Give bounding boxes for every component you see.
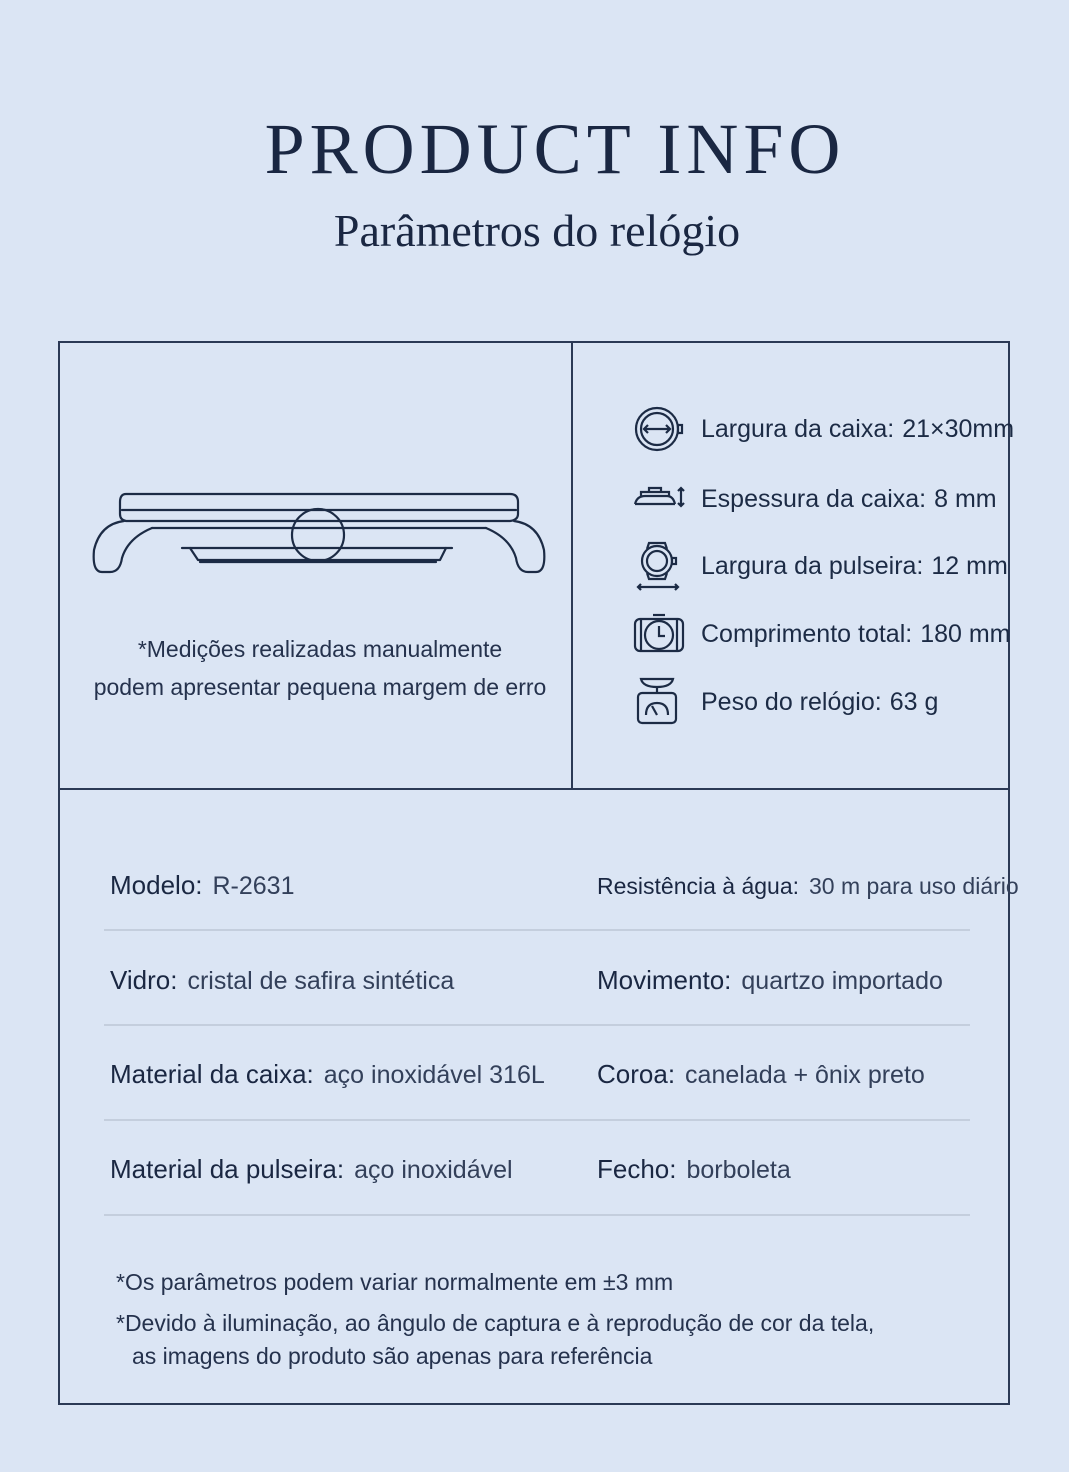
detail-label: Resistência à água:: [597, 873, 800, 899]
detail-value: aço inoxidável: [354, 1156, 513, 1184]
detail-glass: [110, 965, 454, 996]
row-divider: [104, 1024, 970, 1026]
spec-value: 63 g: [889, 687, 939, 716]
detail-value: canelada + ônix preto: [685, 1061, 925, 1089]
case-width-icon: [633, 404, 685, 454]
spec-value: 12 mm: [931, 551, 1008, 580]
detail-label: Coroa:: [597, 1059, 676, 1089]
page-title: PRODUCT INFO: [264, 109, 846, 189]
detail-label: Modelo:: [110, 870, 203, 900]
spec-label: Peso do relógio:: [701, 687, 882, 716]
spec-value: 8 mm: [934, 484, 997, 513]
spec-label: Largura da pulseira:: [701, 551, 924, 580]
detail-value: cristal de safira sintética: [187, 967, 455, 995]
footnote-tolerance: *Os parâmetros podem variar normalmente em ±3 mm: [116, 1269, 674, 1295]
strap-width-icon: [633, 541, 685, 591]
row-divider: [104, 929, 970, 931]
spec-total-length: [633, 609, 1011, 659]
watch-side-view-icon: [90, 488, 552, 578]
spec-case-thickness: [633, 474, 997, 524]
spec-label: Largura da caixa:: [701, 414, 895, 443]
spec-weight: [633, 677, 938, 727]
detail-value: borboleta: [686, 1156, 791, 1184]
spec-strap-width: [633, 541, 1008, 591]
row-divider: [104, 1119, 970, 1121]
detail-value: quartzo importado: [741, 967, 943, 995]
weight-scale-icon: [633, 677, 685, 727]
detail-value: 30 m para uso diário: [809, 873, 1019, 899]
row-divider: [104, 1214, 970, 1216]
spec-value: 21×30mm: [902, 414, 1015, 443]
spec-case-width: [633, 404, 1014, 454]
measurement-note-line1: *Medições realizadas manualmente: [137, 636, 503, 662]
detail-label: Material da pulseira:: [110, 1154, 345, 1184]
detail-movement: [597, 965, 943, 996]
detail-label: Material da caixa:: [110, 1059, 314, 1089]
measurement-note-line2: podem apresentar pequena margem de erro: [93, 674, 547, 700]
detail-case-material: [110, 1059, 545, 1090]
detail-strap-material: [110, 1154, 513, 1185]
total-length-icon: [633, 609, 685, 659]
product-info-panel: [58, 341, 1019, 1405]
detail-water-resistance: [597, 873, 1019, 900]
footnote-disclaimer-line1: *Devido à iluminação, ao ângulo de captura e à reprodução de cor da tela,: [116, 1310, 875, 1336]
detail-clasp: [597, 1154, 791, 1185]
spec-label: Comprimento total:: [701, 619, 913, 648]
spec-label: Espessura da caixa:: [701, 484, 927, 513]
detail-crown: [597, 1059, 925, 1090]
detail-value: aço inoxidável 316L: [323, 1061, 545, 1089]
footnote-disclaimer-line2: as imagens do produto são apenas para referência: [132, 1343, 653, 1369]
page-subtitle: Parâmetros do relógio: [333, 205, 741, 256]
detail-label: Vidro:: [110, 965, 178, 995]
detail-value: R-2631: [212, 872, 295, 900]
spec-value: 180 mm: [920, 619, 1011, 648]
detail-label: Movimento:: [597, 965, 732, 995]
case-thickness-icon: [633, 474, 685, 524]
detail-label: Fecho:: [597, 1154, 677, 1184]
panel-vertical-divider: [571, 343, 573, 790]
detail-model: [110, 870, 295, 901]
panel-horizontal-divider: [60, 788, 1008, 790]
